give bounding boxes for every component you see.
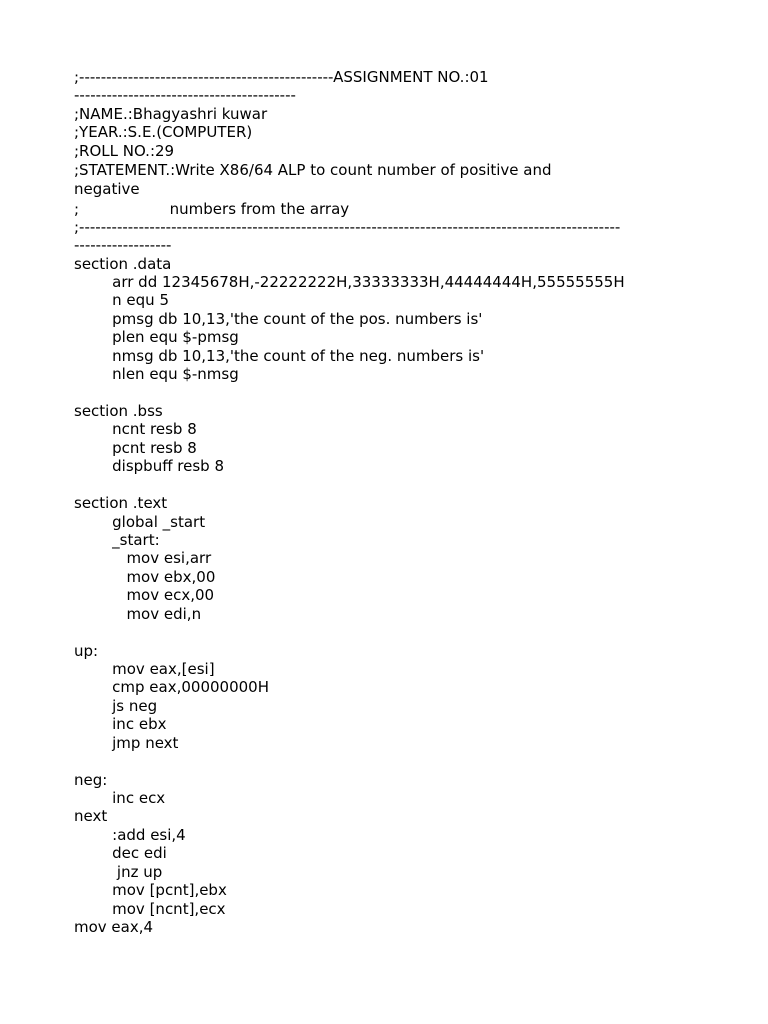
code-line: _start: [74, 531, 160, 549]
header-rule-line: ;-----------------------------------------------ASSIGNMENT NO.:01 [74, 68, 489, 86]
code-line: mov edi,n [74, 605, 202, 623]
code-line: ncnt resb 8 [74, 420, 197, 438]
code-line: next [74, 807, 108, 825]
code-line: global _start [74, 513, 206, 531]
name-line: ;NAME.:Bhagyashri kuwar [74, 105, 268, 123]
code-line: nmsg db 10,13,'the count of the neg. numbers is' [74, 347, 485, 365]
code-line: mov esi,arr [74, 549, 212, 567]
code-line: inc ecx [74, 789, 166, 807]
statement-line: ;STATEMENT.:Write X86/64 ALP to count number of positive and [74, 161, 552, 179]
code-line: mov [pcnt],ebx [74, 881, 227, 899]
separator-rule-line: ;---------------------------------------------------------------------------------------------------- [74, 218, 621, 236]
code-line: :add esi,4 [74, 826, 186, 844]
code-line: jnz up [74, 863, 163, 881]
code-line: js neg [74, 697, 158, 715]
code-line: mov ebx,00 [74, 568, 216, 586]
code-line: mov [ncnt],ecx [74, 900, 226, 918]
header-rule-continue: ----------------------------------------- [74, 86, 296, 104]
code-line: jmp next [74, 734, 179, 752]
code-line: dec edi [74, 844, 167, 862]
code-line: section .bss [74, 402, 163, 420]
code-line: section .data [74, 255, 172, 273]
code-line: pcnt resb 8 [74, 439, 197, 457]
code-line: plen equ $-pmsg [74, 328, 239, 346]
code-line: mov eax,4 [74, 918, 154, 936]
code-line: arr dd 12345678H,-22222222H,33333333H,44444444H,55555555H [74, 273, 625, 291]
code-line: n equ 5 [74, 291, 169, 309]
code-line: nlen equ $-nmsg [74, 365, 239, 383]
separator-rule-continue: ------------------ [74, 236, 172, 254]
code-line: dispbuff resb 8 [74, 457, 225, 475]
year-line: ;YEAR.:S.E.(COMPUTER) [74, 123, 253, 141]
code-line: section .text [74, 494, 168, 512]
code-line: neg: [74, 771, 108, 789]
code-line: up: [74, 642, 99, 660]
code-line: pmsg db 10,13,'the count of the pos. numbers is' [74, 310, 483, 328]
code-line: cmp eax,00000000H [74, 678, 269, 696]
statement-continue-2: ; numbers from the array [74, 200, 350, 218]
statement-continue: negative [74, 180, 140, 198]
roll-no-line: ;ROLL NO.:29 [74, 142, 175, 160]
code-line: inc ebx [74, 715, 167, 733]
code-line: mov ecx,00 [74, 586, 215, 604]
code-line: mov eax,[esi] [74, 660, 215, 678]
